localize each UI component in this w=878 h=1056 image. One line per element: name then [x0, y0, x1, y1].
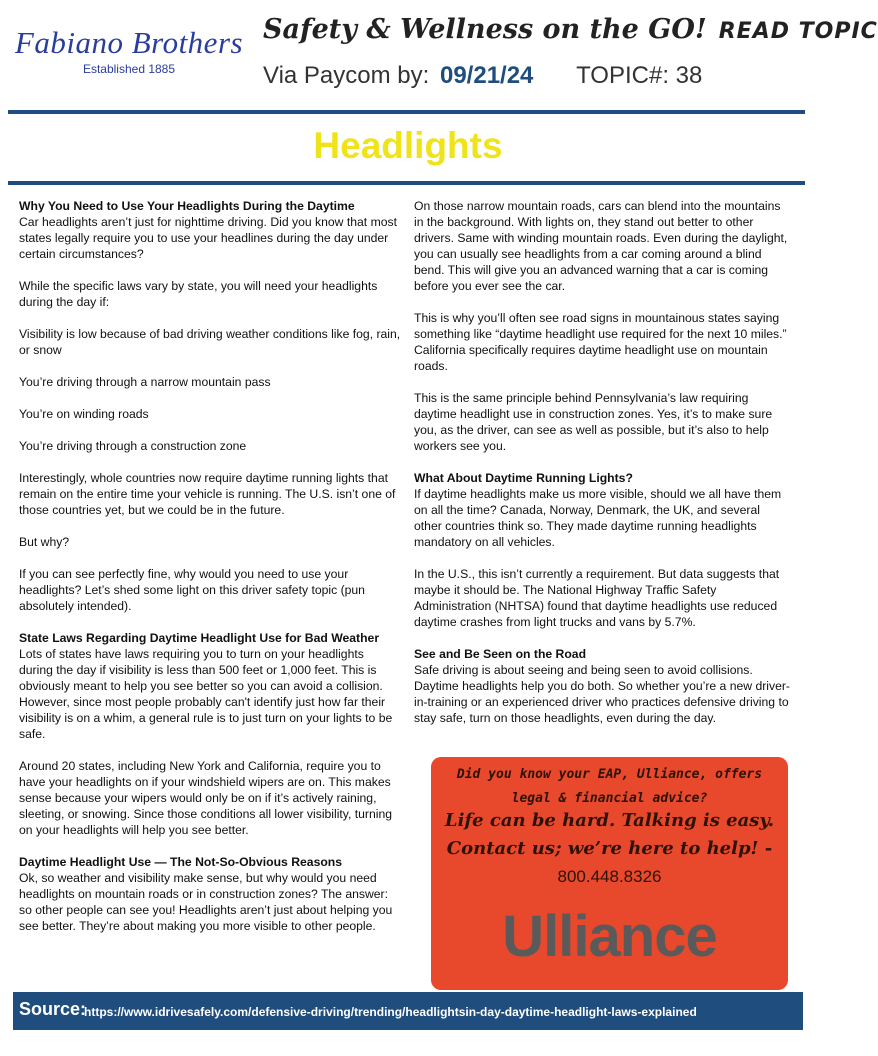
- page-title: Headlights: [313, 125, 503, 166]
- section-heading: State Laws Regarding Daytime Headlight Use for Bad Weather: [19, 631, 380, 645]
- source-footer: [13, 992, 803, 1030]
- ulliance-logo: Ulliance: [502, 904, 717, 969]
- section-heading: Why You Need to Use Your Headlights During the Daytime: [19, 199, 355, 213]
- paragraph: Car headlights aren’t just for nighttime driving. Did you know that most states legally require you to use your headlines during the day under certain circumstances?: [19, 215, 397, 261]
- list-item: You’re on winding roads: [19, 407, 149, 421]
- paragraph: This is why you’ll often see road signs in mountainous states saying something like “daytime headlight use required for the next 10 miles.” California specifically requires daytime headlight use on mountain roads.: [414, 311, 787, 373]
- topic-number: TOPIC#: 38: [576, 62, 703, 89]
- title-divider: [8, 181, 805, 185]
- topic-date: 09/21/24: [439, 62, 534, 89]
- list-item: Visibility is low because of bad driving weather conditions like fog, rain, or snow: [19, 327, 401, 357]
- logo-wordmark: Fabiano Brothers: [14, 25, 244, 60]
- paragraph: If daytime headlights make us more visible, should we all have them on all the time? Canada, Norway, Denmark, the UK, and several other countries think so. They made daytime running headlights mandatory on all vehicles.: [414, 487, 782, 549]
- header-divider: [8, 110, 805, 114]
- eap-tagline: [441, 807, 778, 863]
- series-title: Safety & Wellness on the GO!: [263, 14, 707, 45]
- paragraph: While the specific laws vary by state, you will need your headlights during the day if:: [19, 279, 378, 309]
- paragraph: In the U.S., this isn’t currently a requirement. But data suggests that maybe it should be. The National Highway Traffic Safety Administration (NHTSA) found that daytime headlights use reduced daytime crashes from light trucks and vans by 5.7%.: [414, 567, 780, 629]
- paragraph: But why?: [19, 535, 70, 549]
- paragraph: This is the same principle behind Pennsylvania’s law requiring daytime headlight use in construction zones. Yes, it’s to make sure you, as the driver, can see as well as possible, but it’s also to help workers see you.: [414, 391, 773, 453]
- paragraph: If you can see perfectly fine, why would you need to use your headlights? Let’s shed some light on this driver safety topic (pun absolutely intended).: [19, 567, 365, 613]
- section-heading: Daytime Headlight Use — The Not-So-Obvious Reasons: [19, 855, 343, 869]
- paragraph: Safe driving is about seeing and being seen to avoid collisions. Daytime headlights help you do both. So whether you’re a new driver-in-training or an experienced driver who practices defensive driving to stay safe, turn on those headlights, even during the day.: [414, 663, 790, 725]
- logo-established: Established 1885: [82, 62, 176, 76]
- eap-phone-number: 800.448.8326: [557, 867, 662, 886]
- paragraph: Lots of states have laws requiring you to turn on your headlights during the day if visibility is less than 500 feet or 1,000 feet. This is obviously meant to help you see better so you can avoid a collision. However, since most people probably can't identify just how far their visibility is on a whim, a general rule is to just turn on your lights to be safe.: [19, 647, 393, 741]
- eap-tagline-line1: Life can be hard. Talking is easy.: [444, 810, 775, 831]
- source-url: https://www.idrivesafely.com/defensive-driving/trending/headlightsin-day-daytime-headlight-laws-explained: [84, 1005, 697, 1019]
- paragraph: Around 20 states, including New York and California, require you to have your headlights on if your windshield wipers are on. This makes sense because your wipers would only be on if it’s actively raining, sleeting, or snowing. Since those conditions all lower visibility, turning on your headlights will help you see better.: [19, 759, 393, 837]
- section-heading: What About Daytime Running Lights?: [414, 471, 633, 485]
- list-item: You’re driving through a construction zone: [19, 439, 247, 453]
- article-column-right: [414, 198, 790, 742]
- paragraph: Interestingly, whole countries now require daytime running lights that remain on the entire time your vehicle is running. The U.S. isn’t one of those countries yet, but we could be in the future.: [19, 471, 396, 517]
- header-meta-line: [263, 62, 702, 90]
- section-heading: See and Be Seen on the Road: [414, 647, 587, 661]
- list-item: You’re driving through a narrow mountain pass: [19, 375, 271, 389]
- eap-callout-box: [431, 757, 788, 990]
- paragraph: Ok, so weather and visibility make sense, but why would you need headlights on mountain roads or in construction zones? The answer: so other people can see you! Headlights aren’t just about helping you see better. They’re about making you more visible to other people.: [19, 871, 393, 933]
- paragraph: On those narrow mountain roads, cars can blend into the mountains in the background. With lights on, they stand out better to other drivers. Same with winding mountain roads. Even during the daylight, you can usually see headlights from a car coming around a blind bend. This will give you an advanced warning that a car is coming before you ever see the car.: [414, 199, 788, 293]
- article-column-left: [19, 198, 401, 950]
- company-logo: [14, 26, 244, 76]
- via-label: Via Paycom by:: [263, 62, 430, 89]
- read-topic-label: READ TOPIC: [718, 19, 878, 44]
- eap-question: Did you know your EAP, Ulliance, offers legal & financial advice?: [456, 767, 763, 806]
- eap-tagline-line2: Contact us; we’re here to help! -: [446, 838, 773, 859]
- header-title-line: [263, 14, 878, 45]
- source-label: Source:: [19, 999, 87, 1019]
